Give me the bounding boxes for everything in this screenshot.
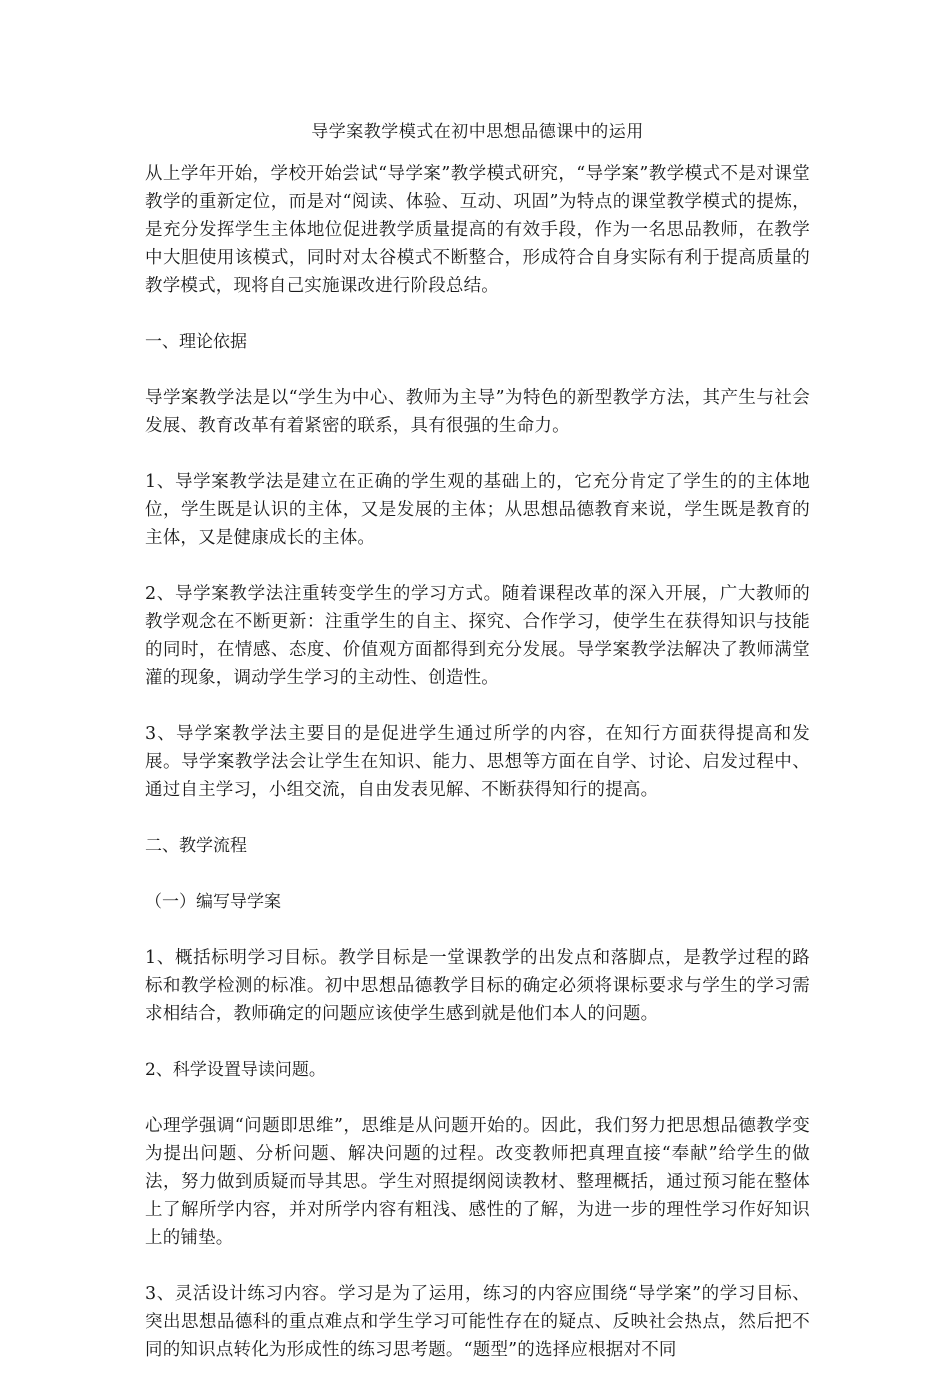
process-point-2-body: 心理学强调“问题即思维”，思维是从问题开始的。因此，我们努力把思想品德教学变为提出问题、分析问题、解决问题的过程。改变教师把真理直接“奉献”给学生的做法，努力做到质疑而导其思。学生对照提纲阅读教材、整理概括，通过预习能在整体上了解所学内容，并对所学内容有粗浅、感性的了解，为进一步的理性学习作好知识上的铺垫。	[145, 1116, 810, 1248]
theory-point-2: 2、导学案教学法注重转变学生的学习方式。随着课程改革的深入开展，广大教师的教学观念在不断更新：注重学生的自主、探究、合作学习，使学生在获得知识与技能的同时，在情感、态度、价值观方面都得到充分发展。导学案教学法解决了教师满堂灌的现象，调动学生学习的主动性、创造性。	[145, 584, 810, 688]
document-body	[145, 118, 810, 1392]
theory-point-1: 1、导学案教学法是建立在正确的学生观的基础上的，它充分肯定了学生的的主体地位，学生既是认识的主体，又是发展的主体；从思想品德教育来说，学生既是教育的主体，又是健康成长的主体。	[145, 472, 810, 548]
theory-point-3: 3、导学案教学法主要目的是促进学生通过所学的内容，在知行方面获得提高和发展。导学案教学法会让学生在知识、能力、思想等方面在自学、讨论、启发过程中、通过自主学习，小组交流，自由发表见解、不断获得知行的提高。	[145, 724, 810, 800]
intro-paragraph: 从上学年开始，学校开始尝试“导学案”教学模式研究，“导学案”教学模式不是对课堂教学的重新定位，而是对“阅读、体验、互动、巩固”为特点的课堂教学模式的提炼，是充分发挥学生主体地位促进教学质量提高的有效手段，作为一名思品教师，在教学中大胆使用该模式，同时对太谷模式不断整合，形成符合自身实际有利于提高质量的教学模式，现将自己实施课改进行阶段总结。	[145, 164, 810, 296]
document-title: 导学案教学模式在初中思想品德课中的运用	[311, 122, 644, 142]
theory-paragraph: 导学案教学法是以“学生为中心、教师为主导”为特色的新型教学方法，其产生与社会发展、教育改革有着紧密的联系，具有很强的生命力。	[145, 388, 810, 436]
process-point-1: 1、概括标明学习目标。教学目标是一堂课教学的出发点和落脚点，是教学过程的路标和教学检测的标准。初中思想品德教学目标的确定必须将课标要求与学生的学习需求相结合，教师确定的问题应该使学生感到就是他们本人的问题。	[145, 948, 810, 1024]
process-point-2-heading: 2、科学设置导读问题。	[145, 1060, 326, 1080]
section-heading-theory: 一、理论依据	[145, 332, 247, 352]
subsection-heading-write-guide: （一）编写导学案	[145, 892, 281, 912]
section-heading-process: 二、教学流程	[145, 836, 247, 856]
process-point-3: 3、灵活设计练习内容。学习是为了运用，练习的内容应围绕“导学案”的学习目标、突出思想品德科的重点难点和学生学习可能性存在的疑点、反映社会热点，然后把不同的知识点转化为形成性的练习思考题。“题型”的选择应根据对不同	[145, 1284, 810, 1360]
